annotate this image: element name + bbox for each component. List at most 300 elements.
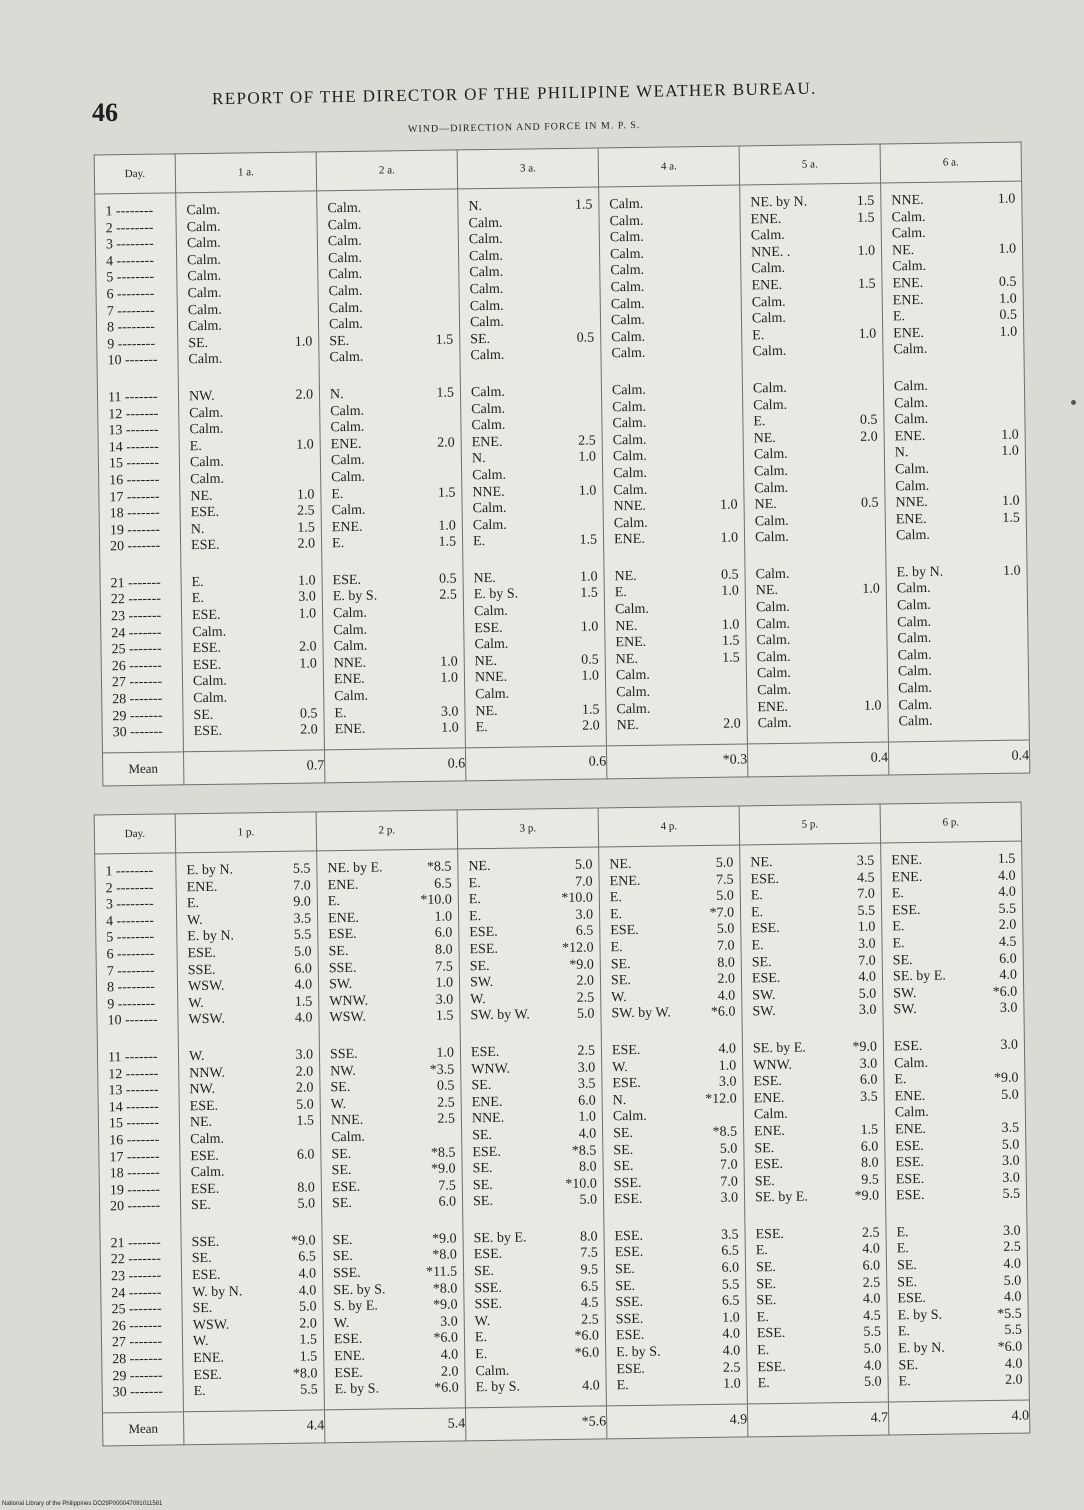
wind-cell <box>602 1041 742 1060</box>
wind-force <box>981 1104 1025 1121</box>
wind-direction: E. <box>898 1374 911 1390</box>
wind-direction: ENE. <box>892 275 924 292</box>
wind-cell <box>882 275 1022 294</box>
wind-cell <box>179 1064 319 1083</box>
wind-cell <box>319 992 459 1011</box>
wind-cell <box>747 1358 887 1377</box>
group-gap <box>884 357 1024 379</box>
wind-force: 1.0 <box>440 654 458 670</box>
day-label: 1 -------- <box>105 203 154 220</box>
wind-direction: N. <box>190 521 205 537</box>
wind-direction: ENE. <box>751 277 783 294</box>
wind-cell <box>458 197 598 216</box>
wind-direction: Calm. <box>192 624 227 640</box>
wind-cell <box>746 1259 886 1278</box>
wind-force: 2.0 <box>295 387 314 403</box>
wind-force <box>277 1163 321 1180</box>
wind-direction: Calm. <box>898 680 933 697</box>
wind-cell <box>743 1039 883 1058</box>
wind-cell <box>183 656 323 675</box>
wind-direction: SW. by W. <box>611 1005 671 1022</box>
wind-direction: N. <box>894 445 909 461</box>
wind-direction: Calm. <box>328 267 363 283</box>
day-column <box>95 193 184 753</box>
wind-cell <box>742 1003 882 1022</box>
wind-force: 2.5 <box>581 1312 599 1328</box>
wind-cell <box>604 1227 744 1246</box>
wind-cell <box>600 872 740 891</box>
wind-direction: ESE. <box>191 1267 221 1284</box>
wind-force: 7.0 <box>719 1157 738 1173</box>
wind-direction: Calm. <box>898 714 933 730</box>
wind-force <box>415 349 459 366</box>
wind-direction: ENE. <box>895 511 927 528</box>
wind-force: 1.5 <box>721 633 740 650</box>
wind-force: *10.0 <box>561 890 593 907</box>
wind-cell <box>323 571 463 590</box>
wind-cell <box>741 936 881 955</box>
wind-direction: NE. <box>609 857 632 873</box>
wind-direction: Calm. <box>755 599 790 616</box>
wind-cell <box>324 687 464 706</box>
hour-header: 4 p. <box>598 806 740 847</box>
wind-cell <box>181 1180 321 1199</box>
wind-force: 6.5 <box>298 1249 316 1266</box>
wind-direction: ESE. <box>469 941 499 958</box>
wind-direction: SE. <box>756 1276 777 1292</box>
wind-force: 2.5 <box>1003 1240 1021 1256</box>
wind-direction: Calm. <box>609 213 644 229</box>
wind-direction: E. <box>756 1309 769 1326</box>
day-label: 25 ------- <box>111 1301 162 1318</box>
wind-direction: Calm. <box>756 649 791 666</box>
wind-force: 0.5 <box>576 330 595 346</box>
wind-cell <box>461 383 601 402</box>
wind-force: 1.5 <box>435 332 454 348</box>
wind-direction: Calm. <box>332 605 368 622</box>
wind-cell <box>745 1172 885 1191</box>
wind-cell <box>601 295 741 314</box>
wind-direction: Calm. <box>752 344 787 360</box>
wind-force: 2.0 <box>723 716 741 732</box>
wind-cell <box>183 1333 323 1352</box>
wind-force: 1.5 <box>574 197 593 213</box>
wind-direction: E. <box>191 591 205 607</box>
wind-cell <box>883 951 1023 970</box>
wind-cell <box>179 387 319 406</box>
wind-cell <box>177 284 317 303</box>
wind-cell <box>460 1007 600 1026</box>
wind-cell <box>600 905 740 924</box>
wind-force <box>838 293 882 310</box>
group-gap <box>886 1203 1026 1225</box>
wind-direction: E. <box>755 1243 768 1259</box>
wind-cell <box>885 444 1025 463</box>
wind-force <box>413 199 457 216</box>
wind-direction: Calm. <box>612 449 647 465</box>
wind-direction: Calm. <box>754 530 789 546</box>
wind-direction: ENE. <box>471 1094 503 1110</box>
day-label: 5 -------- <box>106 270 155 286</box>
wind-direction: NE. <box>754 497 777 513</box>
wind-cell <box>746 615 886 634</box>
wind-direction: SE. by E. <box>752 1040 806 1057</box>
wind-cell <box>325 1381 465 1400</box>
wind-direction: Calm. <box>894 395 929 411</box>
wind-direction: ENE. <box>750 211 782 227</box>
wind-cell <box>885 1120 1025 1139</box>
wind-force: 5.5 <box>293 927 312 944</box>
wind-force <box>981 477 1025 494</box>
wind-direction: SE. by S. <box>333 1282 386 1298</box>
wind-cell <box>462 450 602 469</box>
wind-cell <box>602 415 742 434</box>
wind-force <box>417 452 461 469</box>
wind-direction: Calm. <box>894 412 929 428</box>
wind-direction: Calm. <box>475 686 510 703</box>
wind-direction: Calm. <box>895 478 930 494</box>
wind-cell <box>319 976 459 995</box>
wind-direction: SE. <box>896 1258 917 1274</box>
wind-direction: ESE. <box>754 1157 784 1173</box>
wind-cell <box>461 400 601 419</box>
wind-force: 1.0 <box>438 518 456 534</box>
wind-direction: ENE. <box>186 879 218 895</box>
wind-cell <box>889 1373 1029 1392</box>
wind-cell <box>318 233 458 252</box>
wind-direction: Calm. <box>614 601 649 618</box>
wind-force <box>697 345 741 362</box>
hour-column <box>740 843 889 1404</box>
wind-force <box>702 700 746 717</box>
wind-direction: E. <box>892 919 905 935</box>
wind-cell <box>459 924 599 943</box>
wind-force: 4.0 <box>298 1283 317 1299</box>
wind-force: *9.0 <box>432 1297 458 1314</box>
wind-cell <box>465 1312 605 1331</box>
group-gap <box>322 551 462 573</box>
wind-force: 5.0 <box>297 1196 316 1212</box>
wind-force <box>842 615 886 632</box>
wind-cell <box>600 229 740 248</box>
wind-cell <box>180 1114 320 1133</box>
wind-force: 1.0 <box>578 1109 597 1126</box>
wind-force: 2.0 <box>440 1364 459 1380</box>
wind-force: 1.0 <box>436 1045 455 1061</box>
wind-force: 3.5 <box>1001 1120 1020 1136</box>
wind-cell <box>464 1262 604 1281</box>
wind-direction: Calm. <box>892 259 927 275</box>
wind-direction: ESE. <box>187 945 217 962</box>
day-label: 21 ------- <box>110 1235 161 1252</box>
wind-cell <box>464 602 604 621</box>
wind-direction: SSE. <box>615 1311 644 1328</box>
wind-cell <box>179 404 319 423</box>
wind-force: 3.0 <box>857 936 876 952</box>
wind-force <box>559 500 603 517</box>
group-gap <box>320 365 460 387</box>
wind-direction: SE. <box>473 1264 495 1280</box>
wind-direction: E. <box>475 1347 488 1363</box>
wind-direction: Calm. <box>470 384 505 401</box>
wind-force: 1.5 <box>436 385 455 401</box>
wind-cell <box>601 345 741 364</box>
wind-direction: ENE. <box>892 292 924 308</box>
wind-direction: E. <box>331 536 345 552</box>
wind-cell <box>463 1193 603 1212</box>
wind-force: 1.0 <box>440 670 459 687</box>
group-gap <box>884 1017 1024 1039</box>
wind-direction: E. <box>468 908 482 925</box>
wind-direction: E. <box>472 534 486 550</box>
wind-force: 5.0 <box>716 921 735 938</box>
wind-direction: NE. by E. <box>327 860 383 877</box>
wind-force: 1.0 <box>578 449 597 466</box>
wind-cell <box>888 663 1028 682</box>
wind-direction: Calm. <box>610 312 645 329</box>
wind-force <box>839 396 883 413</box>
wind-cell <box>881 852 1021 871</box>
wind-direction: SSE. <box>615 1295 644 1311</box>
wind-direction: E. <box>610 940 623 956</box>
wind-direction: Calm. <box>897 614 932 630</box>
wind-direction: Calm. <box>472 500 507 517</box>
wind-cell <box>178 1011 318 1030</box>
group-gap <box>463 549 603 571</box>
group-gap <box>320 1025 460 1047</box>
wind-direction: Calm. <box>331 1129 366 1146</box>
wind-direction: Calm. <box>327 200 362 217</box>
day-label: 7 -------- <box>106 303 155 319</box>
wind-force <box>838 343 882 360</box>
wind-direction: NE. <box>473 570 496 587</box>
wind-cell <box>605 1277 745 1296</box>
wind-cell <box>466 1379 606 1398</box>
wind-cell <box>463 569 603 588</box>
wind-direction: E. by N. <box>186 862 234 879</box>
wind-cell <box>881 208 1021 227</box>
wind-force <box>982 527 1026 544</box>
hour-column <box>881 841 1030 1402</box>
wind-direction: SSE. <box>474 1280 503 1296</box>
wind-force: 2.0 <box>295 1080 314 1096</box>
wind-force <box>274 301 318 318</box>
wind-direction: Calm. <box>897 664 932 680</box>
wind-direction: Calm. <box>327 217 362 233</box>
wind-direction: Calm. <box>328 316 363 333</box>
wind-cell <box>888 680 1028 699</box>
wind-force: 5.0 <box>298 1299 317 1315</box>
wind-cell <box>324 1314 464 1333</box>
hour-column <box>317 849 466 1410</box>
wind-force: 1.0 <box>1001 493 1020 509</box>
wind-force: 5.5 <box>1004 1323 1023 1339</box>
wind-direction: ESE. <box>193 723 223 740</box>
wind-direction: W. <box>187 912 203 928</box>
wind-force: 5.0 <box>864 1374 882 1391</box>
wind-cell <box>886 510 1026 529</box>
wind-force: 2.5 <box>862 1275 881 1291</box>
wind-direction: Calm. <box>189 405 224 421</box>
wind-cell <box>182 573 322 592</box>
wind-force: 1.0 <box>296 486 315 503</box>
wind-force: 4.5 <box>856 870 875 886</box>
wind-direction: Calm. <box>187 285 222 302</box>
hour-header: 3 a. <box>457 148 599 189</box>
wind-direction: Calm. <box>186 219 221 235</box>
wind-force: 2.0 <box>717 971 736 987</box>
wind-cell <box>741 210 881 229</box>
wind-force: 1.0 <box>579 569 598 585</box>
wind-cell <box>318 249 458 268</box>
wind-force: 2.5 <box>577 1043 596 1059</box>
wind-direction: SE. <box>898 1357 919 1373</box>
wind-direction: ESE. <box>757 1359 786 1375</box>
wind-direction: Calm. <box>754 463 789 480</box>
wind-force: 5.5 <box>292 861 311 877</box>
wind-force: *10.0 <box>565 1176 597 1192</box>
wind-cell <box>743 413 883 432</box>
day-label: 27 ------- <box>111 1335 163 1351</box>
wind-force: 6.5 <box>575 923 594 940</box>
wind-force: 6.0 <box>721 1260 740 1276</box>
wind-cell <box>742 326 882 345</box>
wind-force: 1.0 <box>723 1376 741 1392</box>
wind-direction: Calm. <box>470 348 505 364</box>
wind-force <box>981 460 1025 477</box>
wind-cell <box>886 563 1026 582</box>
wind-cell <box>885 1087 1025 1106</box>
wind-cell <box>741 260 881 279</box>
wind-force: 1.5 <box>297 520 315 536</box>
wind-cell <box>323 604 463 623</box>
wind-force: 1.0 <box>580 619 599 635</box>
wind-direction: E. <box>896 1241 909 1257</box>
wind-force <box>984 663 1028 680</box>
wind-direction: E. <box>757 1343 770 1359</box>
wind-force <box>842 632 886 649</box>
wind-force: 5.0 <box>716 888 734 905</box>
morning-wind-table <box>94 142 1031 787</box>
wind-cell <box>176 861 316 880</box>
wind-direction: SE. <box>754 1173 775 1190</box>
wind-direction: SE. <box>331 1196 353 1212</box>
wind-direction: Calm. <box>612 1109 647 1125</box>
wind-cell <box>180 487 320 506</box>
day-label: 12 ------- <box>108 1066 159 1082</box>
hour-column <box>740 183 889 744</box>
wind-force: 1.0 <box>720 530 739 547</box>
wind-cell <box>461 417 601 436</box>
wind-force: 3.0 <box>295 1047 314 1063</box>
wind-cell <box>323 638 463 657</box>
wind-force: 2.0 <box>1005 1372 1023 1389</box>
wind-cell <box>883 984 1023 1003</box>
wind-direction: NE. <box>615 651 639 668</box>
wind-cell <box>177 911 317 930</box>
day-label: 4 -------- <box>106 913 155 930</box>
wind-force: 4.0 <box>722 1326 741 1343</box>
wind-force: 1.0 <box>721 584 739 600</box>
wind-cell <box>320 419 460 438</box>
wind-force: *8.5 <box>712 1124 738 1140</box>
day-label: 10 ------- <box>107 352 158 369</box>
wind-direction: Calm. <box>188 352 223 368</box>
wind-force <box>983 630 1027 647</box>
wind-cell <box>322 502 462 521</box>
wind-direction: Calm. <box>611 382 646 399</box>
wind-force: 4.0 <box>294 1010 313 1027</box>
wind-cell <box>601 1005 741 1024</box>
wind-force <box>980 1054 1024 1071</box>
wind-direction: ESE. <box>615 1328 645 1344</box>
wind-cell <box>318 942 458 961</box>
wind-direction: Calm. <box>473 603 509 620</box>
wind-force: 3.5 <box>860 1089 878 1105</box>
wind-force <box>697 328 741 345</box>
wind-cell <box>746 632 886 651</box>
wind-direction: Calm. <box>751 294 786 310</box>
wind-force: 9.0 <box>293 894 311 910</box>
wind-cell <box>180 470 320 489</box>
wind-cell <box>746 599 886 618</box>
wind-force <box>985 713 1029 730</box>
wind-cell <box>177 251 317 270</box>
wind-force <box>279 673 323 690</box>
wind-force <box>983 613 1027 630</box>
wind-force <box>978 258 1022 275</box>
wind-direction: ESE. <box>333 1332 363 1348</box>
wind-direction: ESE. <box>192 657 222 674</box>
wind-force: 3.0 <box>999 1000 1018 1017</box>
wind-force: 2.0 <box>299 1316 317 1332</box>
wind-direction: E. <box>896 1225 909 1241</box>
wind-force: *12.0 <box>705 1091 737 1107</box>
wind-cell <box>319 1009 459 1028</box>
mean-value: 4.4 <box>183 1410 324 1445</box>
wind-force: 3.0 <box>1001 1153 1020 1169</box>
wind-direction: E. <box>468 875 481 891</box>
wind-cell <box>182 1250 322 1269</box>
wind-cell <box>462 1126 602 1145</box>
wind-direction: Calm. <box>331 502 366 519</box>
wind-cell <box>178 334 318 353</box>
wind-direction: Calm. <box>756 666 791 682</box>
wind-direction: NE. <box>614 568 637 585</box>
wind-cell <box>181 1197 321 1216</box>
wind-force: *10.0 <box>420 892 452 909</box>
wind-force <box>558 466 602 483</box>
wind-force: 7.0 <box>575 874 593 890</box>
afternoon-wind-table <box>94 802 1031 1447</box>
wind-direction: Calm. <box>189 421 224 438</box>
wind-cell <box>884 377 1024 396</box>
wind-force: 3.0 <box>859 1056 878 1072</box>
wind-force <box>840 462 884 479</box>
wind-force <box>555 214 599 231</box>
wind-force <box>560 602 604 619</box>
wind-direction: E. <box>475 720 488 736</box>
wind-force: 5.0 <box>574 857 593 873</box>
wind-direction: SE. <box>613 1125 634 1142</box>
wind-force: 4.5 <box>580 1295 599 1312</box>
wind-force: 9.5 <box>580 1262 599 1278</box>
day-label: 3 -------- <box>105 896 154 913</box>
wind-force: 3.5 <box>856 853 875 869</box>
wind-force <box>696 212 740 229</box>
wind-force: 3.5 <box>293 911 312 927</box>
wind-force: 7.0 <box>293 878 311 894</box>
